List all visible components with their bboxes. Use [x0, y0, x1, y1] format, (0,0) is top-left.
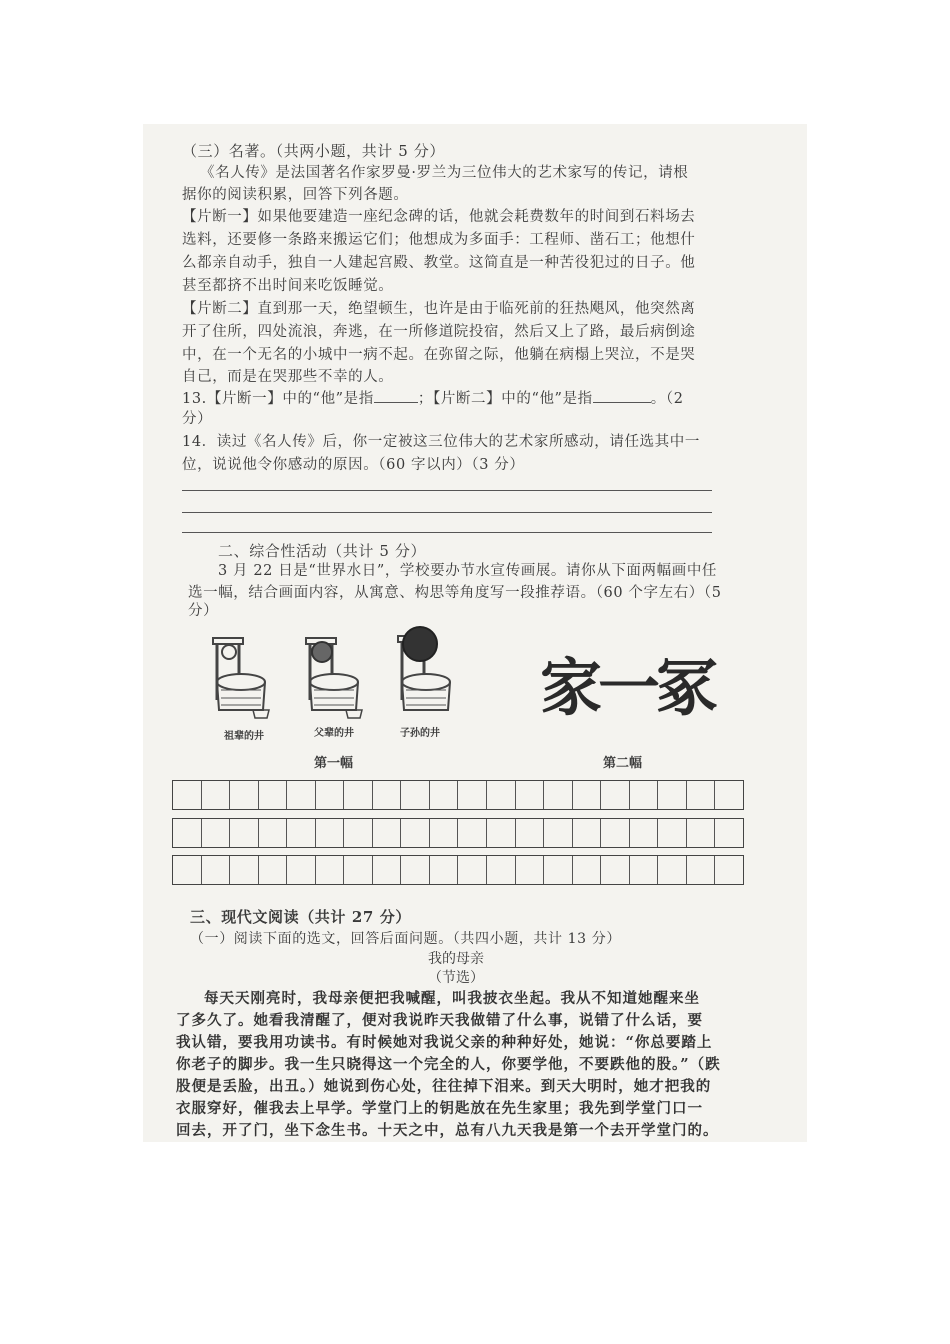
question-13-part-a: 13.【片断一】中的“他”是指 [182, 391, 374, 407]
passage-title: 我的母亲 [428, 951, 484, 967]
question-13-part-b: ；【片断二】中的“他”是指 [417, 391, 593, 407]
writing-grid-row[interactable] [172, 818, 744, 848]
illustration-caption: 父辈的井 [314, 728, 354, 739]
text-line: 选料，还要修一条路来搬运它们；他想成为多面手：工程师、凿石工；他想什 [182, 232, 696, 248]
writing-grid-row[interactable] [172, 780, 744, 810]
calligraphy-artwork: 家一冢 [540, 651, 715, 724]
passage-line: 回去，开了门，坐下念生书。十天之中，总有八九天我是第一个去开学堂门的。 [176, 1122, 719, 1139]
section-heading-activity: 二、综合性活动（共计 5 分） [218, 542, 427, 560]
text-line: 中，在一个无名的小城中一病不起。在弥留之际，他躺在病榻上哭泣，不是哭 [182, 347, 696, 363]
passage-note: （节选） [428, 970, 484, 986]
text-line: 开了住所，四处流浪，奔逃，在一所修道院投宿，然后又上了路，最后病倒途 [182, 324, 696, 340]
text-line: 据你的阅读积累，回答下列各题。 [182, 187, 409, 203]
well-illustration-descendants [388, 622, 458, 712]
text-line: 分） [182, 411, 213, 427]
subsection-heading: （一）阅读下面的选文，回答后面问题。（共四小题，共计 13 分） [190, 931, 621, 947]
text-line: 选一幅，结合画面内容，从寓意、构思等角度写一段推荐语。（60 个字左右）（5 [188, 585, 722, 601]
text-line: 《名人传》是法国著名作家罗曼·罗兰为三位伟大的艺术家写的传记，请根 [200, 165, 689, 181]
passage-line: 股便是丢脸，出丑。）她说到伤心处，往往掉下泪来。到天大明时，她才把我的 [176, 1078, 712, 1095]
text-line: 自己，而是在哭那些不幸的人。 [182, 369, 394, 385]
passage-line: 衣服穿好，催我去上早学。学堂门上的钥匙放在先生家里；我先到学堂门口一 [176, 1100, 703, 1117]
answer-line[interactable] [182, 532, 712, 533]
answer-blank[interactable] [374, 388, 418, 403]
passage-line: 我认错，要我用功读书。有时候她对我说父亲的种种好处，她说：“你总要踏上 [176, 1034, 713, 1051]
section-heading-classics: （三）名著。（共两小题，共计 5 分） [182, 142, 445, 160]
section-heading-reading: 三、现代文阅读（共计 27 分） [190, 908, 411, 926]
illustration-caption: 祖辈的井 [224, 731, 264, 742]
well-illustration-grandparents [203, 630, 273, 720]
text-line: 么都亲自动手，独自一人建起宫殿、教堂。这简直是一种苦役犯过的日子。他 [182, 255, 696, 271]
figure-label-1: 第一幅 [314, 756, 354, 771]
writing-grid-row[interactable] [172, 855, 744, 885]
answer-line[interactable] [182, 512, 712, 513]
answer-line[interactable] [182, 490, 712, 491]
illustration-caption: 子孙的井 [400, 728, 440, 739]
passage-line: 你老子的脚步。我一生只晓得这一个完全的人，你要学他，不要跌他的股。”（跌 [176, 1056, 721, 1073]
passage-line: 了多久了。她看我清醒了，便对我说昨天我做错了什么事，说错了什么话，要 [176, 1012, 703, 1029]
text-line: 【片断二】直到那一天，绝望顿生，也许是由于临死前的狂热飓风，他突然离 [182, 301, 696, 317]
passage-line: 每天天刚亮时，我母亲便把我喊醒，叫我披衣坐起。我从不知道她醒来坐 [204, 990, 700, 1007]
text-line: 甚至都挤不出时间来吃饭睡觉。 [182, 278, 394, 294]
answer-blank[interactable] [593, 388, 651, 403]
well-illustration-parents [296, 630, 366, 720]
question-13-part-c: 。（2 [650, 391, 684, 407]
question-14: 14．读过《名人传》后，你一定被这三位伟大的艺术家所感动，请任选其中一 [182, 434, 700, 450]
text-line: 位，说说他令你感动的原因。（60 字以内）（3 分） [182, 457, 525, 473]
text-line: 【片断一】如果他要建造一座纪念碑的话，他就会耗费数年的时间到石料场去 [182, 209, 696, 225]
text-line: 分） [188, 603, 219, 619]
figure-label-2: 第二幅 [603, 756, 643, 771]
question-13 [182, 388, 752, 410]
text-line: 3 月 22 日是“世界水日”，学校要办节水宣传画展。请你从下面两幅画中任 [218, 563, 718, 579]
